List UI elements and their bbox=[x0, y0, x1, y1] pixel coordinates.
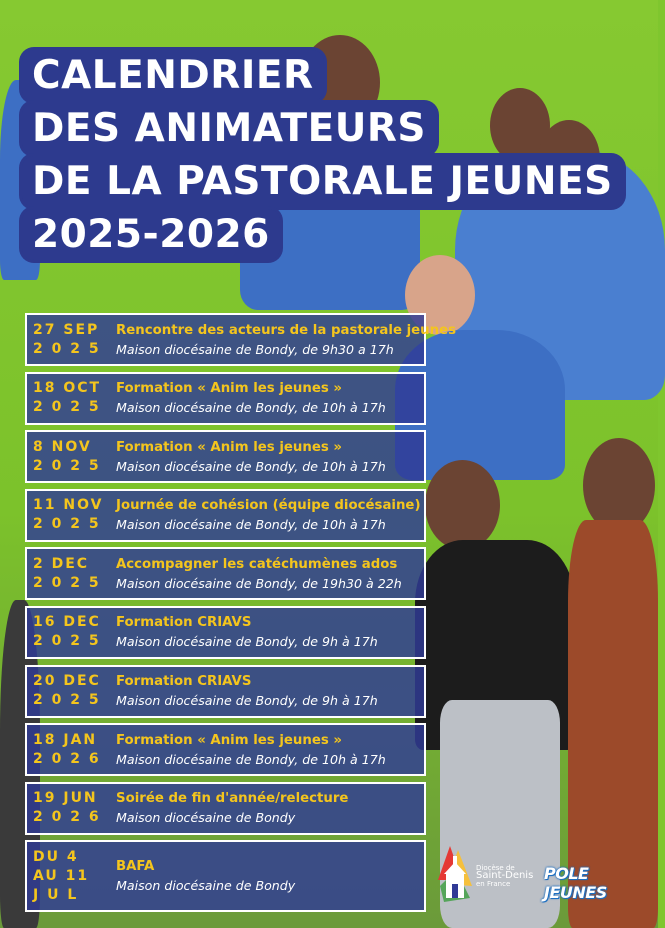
event-item bbox=[25, 606, 426, 659]
page-title bbox=[22, 50, 623, 262]
event-location: Maison diocésaine de Bondy, de 10h à 17h bbox=[116, 751, 386, 767]
event-date: 11 NOV 2 0 2 5 bbox=[33, 497, 104, 533]
event-title: Soirée de fin d'année/relecture bbox=[116, 791, 349, 807]
event-date: 27 SEP 2 0 2 5 bbox=[33, 321, 101, 357]
diocese-name: Diocèse de Saint-Denis en France bbox=[476, 864, 534, 888]
event-item bbox=[25, 547, 426, 600]
event-title: Formation CRIAVS bbox=[116, 674, 252, 690]
event-title: Rencontre des acteurs de la pastorale jeunes bbox=[116, 322, 457, 338]
title-year: 2025-2026 bbox=[22, 209, 280, 260]
event-item bbox=[25, 665, 426, 718]
event-title: Accompagner les catéchumènes ados bbox=[116, 556, 398, 572]
event-item bbox=[25, 782, 426, 835]
title-line-1: CALENDRIER bbox=[22, 50, 324, 101]
event-item bbox=[25, 313, 457, 366]
event-location: Maison diocésaine de Bondy, de 10h à 17h bbox=[116, 458, 386, 474]
event-location: Maison diocésaine de Bondy, de 19h30 à 22h bbox=[116, 575, 402, 591]
event-date: 18 OCT 2 0 2 5 bbox=[33, 380, 102, 416]
event-date: 16 DEC 2 0 2 5 bbox=[33, 614, 101, 650]
event-date: 20 DEC 2 0 2 5 bbox=[33, 673, 101, 709]
pole-jeunes-wordmark: POLE JEUNES bbox=[544, 864, 607, 902]
event-item bbox=[25, 840, 426, 912]
event-title: BAFA bbox=[116, 859, 155, 875]
event-title: Formation « Anim les jeunes » bbox=[116, 381, 343, 397]
event-location: Maison diocésaine de Bondy bbox=[116, 878, 296, 894]
event-item bbox=[25, 372, 426, 425]
event-item bbox=[25, 430, 426, 483]
pole-jeunes-logo bbox=[544, 864, 636, 900]
event-date: 19 JUN 2 0 2 6 bbox=[33, 790, 101, 826]
event-location: Maison diocésaine de Bondy, de 10h à 17h bbox=[116, 400, 386, 416]
event-location: Maison diocésaine de Bondy, de 9h30 a 17h bbox=[116, 341, 394, 357]
event-date: DU 4 AU 11 J U L bbox=[33, 848, 90, 903]
event-item bbox=[25, 723, 426, 776]
title-line-3: DE LA PASTORALE JEUNES bbox=[22, 156, 623, 207]
event-location: Maison diocésaine de Bondy, de 9h à 17h bbox=[116, 634, 378, 650]
event-title: Formation « Anim les jeunes » bbox=[116, 439, 343, 455]
church-icon bbox=[436, 840, 476, 910]
diocese-logo bbox=[436, 840, 536, 910]
event-list bbox=[25, 313, 457, 918]
event-date: 2 DEC 2 0 2 5 bbox=[33, 555, 101, 591]
title-line-2: DES ANIMATEURS bbox=[22, 103, 436, 154]
event-title: Formation « Anim les jeunes » bbox=[116, 732, 343, 748]
event-location: Maison diocésaine de Bondy, de 9h à 17h bbox=[116, 693, 378, 709]
event-title: Formation CRIAVS bbox=[116, 615, 252, 631]
event-date: 8 NOV 2 0 2 5 bbox=[33, 438, 101, 474]
event-location: Maison diocésaine de Bondy, de 10h à 17h bbox=[116, 517, 386, 533]
event-item bbox=[25, 489, 426, 542]
event-title: Journée de cohésion (équipe diocésaine) bbox=[116, 498, 421, 514]
event-date: 18 JAN 2 0 2 6 bbox=[33, 731, 101, 767]
event-location: Maison diocésaine de Bondy bbox=[116, 810, 296, 826]
